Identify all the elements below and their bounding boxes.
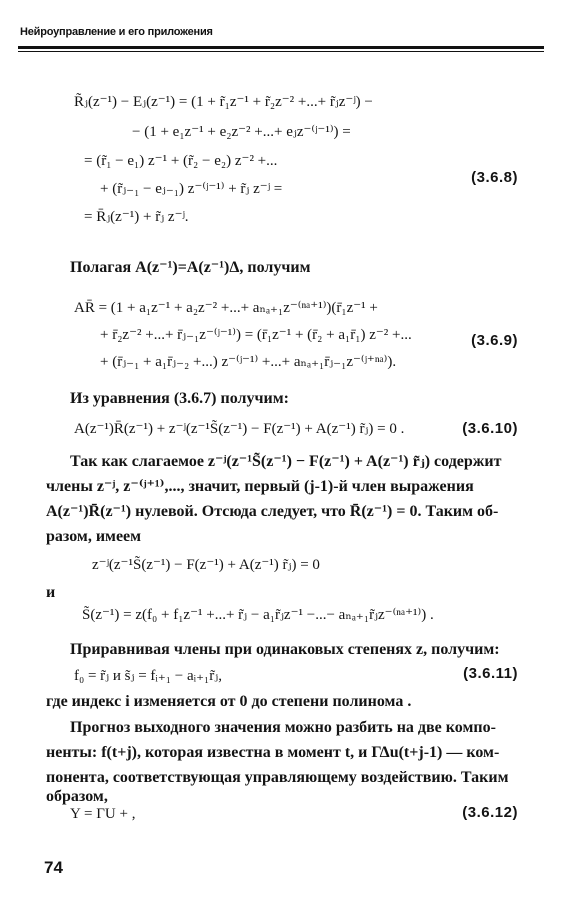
equation-number: (3.6.9) bbox=[471, 332, 518, 349]
paragraph-line: Прогноз выходного значения можно разбить на две компо- bbox=[70, 719, 496, 736]
running-header: Нейроуправление и его приложения bbox=[20, 26, 213, 38]
paragraph-line: где индекс i изменяется от 0 до степени полинома . bbox=[46, 693, 412, 710]
equation-number: (3.6.11) bbox=[463, 665, 518, 682]
paragraph-line: ненты: f(t+j), которая известна в момент t, и ΓΔu(t+j-1) — ком- bbox=[46, 744, 500, 761]
equation-number: (3.6.8) bbox=[471, 169, 518, 186]
paragraph-line: образом, bbox=[46, 788, 108, 805]
paragraph-line: понента, соответствующая управляющему воздействию. Таким bbox=[46, 769, 509, 786]
formula-line: z⁻ʲ(z⁻¹S̃(z⁻¹) − F(z⁻¹) + A(z⁻¹) r̃ⱼ) = 0 bbox=[92, 557, 320, 573]
formula-line: f₀ = r̃ⱼ и s̃ⱼ = fᵢ₊₁ − aᵢ₊₁r̃ⱼ, bbox=[74, 668, 222, 684]
formula-line: R̃ⱼ(z⁻¹) − Eⱼ(z⁻¹) = (1 + r̃₁z⁻¹ + r̃₂z⁻² +...+ r̃ⱼz⁻ʲ) − bbox=[74, 94, 373, 110]
formula-line: S̃(z⁻¹) = z(f₀ + f₁z⁻¹ +...+ r̃ⱼ − a₁r̃ⱼz⁻¹ −...− aₙₐ₊₁r̃ⱼz⁻⁽ⁿᵃ⁺¹⁾) . bbox=[82, 607, 434, 623]
paragraph-line: Приравнивая члены при одинаковых степенях z, получим: bbox=[70, 641, 500, 658]
paragraph-line: разом, имеем bbox=[46, 528, 142, 545]
formula-line: + r̄₂z⁻² +...+ r̄ⱼ₋₁z⁻⁽ʲ⁻¹⁾) = (r̄₁z⁻¹ + (r̄₂ + a₁r̄₁) z⁻² +... bbox=[100, 327, 412, 343]
paragraph-line: A(z⁻¹)R̄(z⁻¹) нулевой. Отсюда следует, что R̄(z⁻¹) = 0. Таким об- bbox=[46, 503, 499, 520]
equation-number: (3.6.10) bbox=[462, 420, 518, 437]
paragraph-line: Полагая A(z⁻¹)=A(z⁻¹)Δ, получим bbox=[70, 259, 311, 276]
formula-line: AR̄ = (1 + a₁z⁻¹ + a₂z⁻² +...+ aₙₐ₊₁z⁻⁽ⁿᵃ⁺¹⁾)(r̄₁z⁻¹ + bbox=[74, 300, 378, 316]
formula-line: = (r̃₁ − e₁) z⁻¹ + (r̃₂ − e₂) z⁻² +... bbox=[84, 153, 278, 169]
equation-number: (3.6.12) bbox=[462, 804, 518, 821]
formula-line: = R̄ⱼ(z⁻¹) + r̃ⱼ z⁻ʲ. bbox=[84, 209, 189, 225]
paragraph-line: Так как слагаемое z⁻ʲ(z⁻¹S̃(z⁻¹) − F(z⁻¹) + A(z⁻¹) r̃ⱼ) содержит bbox=[70, 453, 502, 470]
header-rule-thin bbox=[18, 51, 544, 52]
formula-line: Y = ΓU + , bbox=[70, 806, 136, 822]
formula-line: − (1 + e₁z⁻¹ + e₂z⁻² +...+ eⱼz⁻⁽ʲ⁻¹⁾) = bbox=[132, 124, 351, 140]
paragraph-line: члены z⁻ʲ, z⁻⁽ʲ⁺¹⁾,..., значит, первый (j-1)-й член выражения bbox=[46, 478, 474, 495]
paragraph-line: Из уравнения (3.6.7) получим: bbox=[70, 390, 289, 407]
header-rule-thick bbox=[18, 46, 544, 49]
page-number: 74 bbox=[44, 858, 63, 877]
formula-line: + (r̃ⱼ₋₁ − eⱼ₋₁) z⁻⁽ʲ⁻¹⁾ + r̃ⱼ z⁻ʲ = bbox=[100, 181, 283, 197]
paragraph-line: и bbox=[46, 584, 56, 601]
formula-line: A(z⁻¹)R̄(z⁻¹) + z⁻ʲ(z⁻¹S̃(z⁻¹) − F(z⁻¹) + A(z⁻¹) r̃ⱼ) = 0 . bbox=[74, 421, 405, 437]
formula-line: + (r̄ⱼ₋₁ + a₁r̄ⱼ₋₂ +...) z⁻⁽ʲ⁻¹⁾ +...+ aₙₐ₊₁r̄ⱼ₋₁z⁻⁽ʲ⁺ⁿᵃ⁾). bbox=[100, 354, 397, 370]
